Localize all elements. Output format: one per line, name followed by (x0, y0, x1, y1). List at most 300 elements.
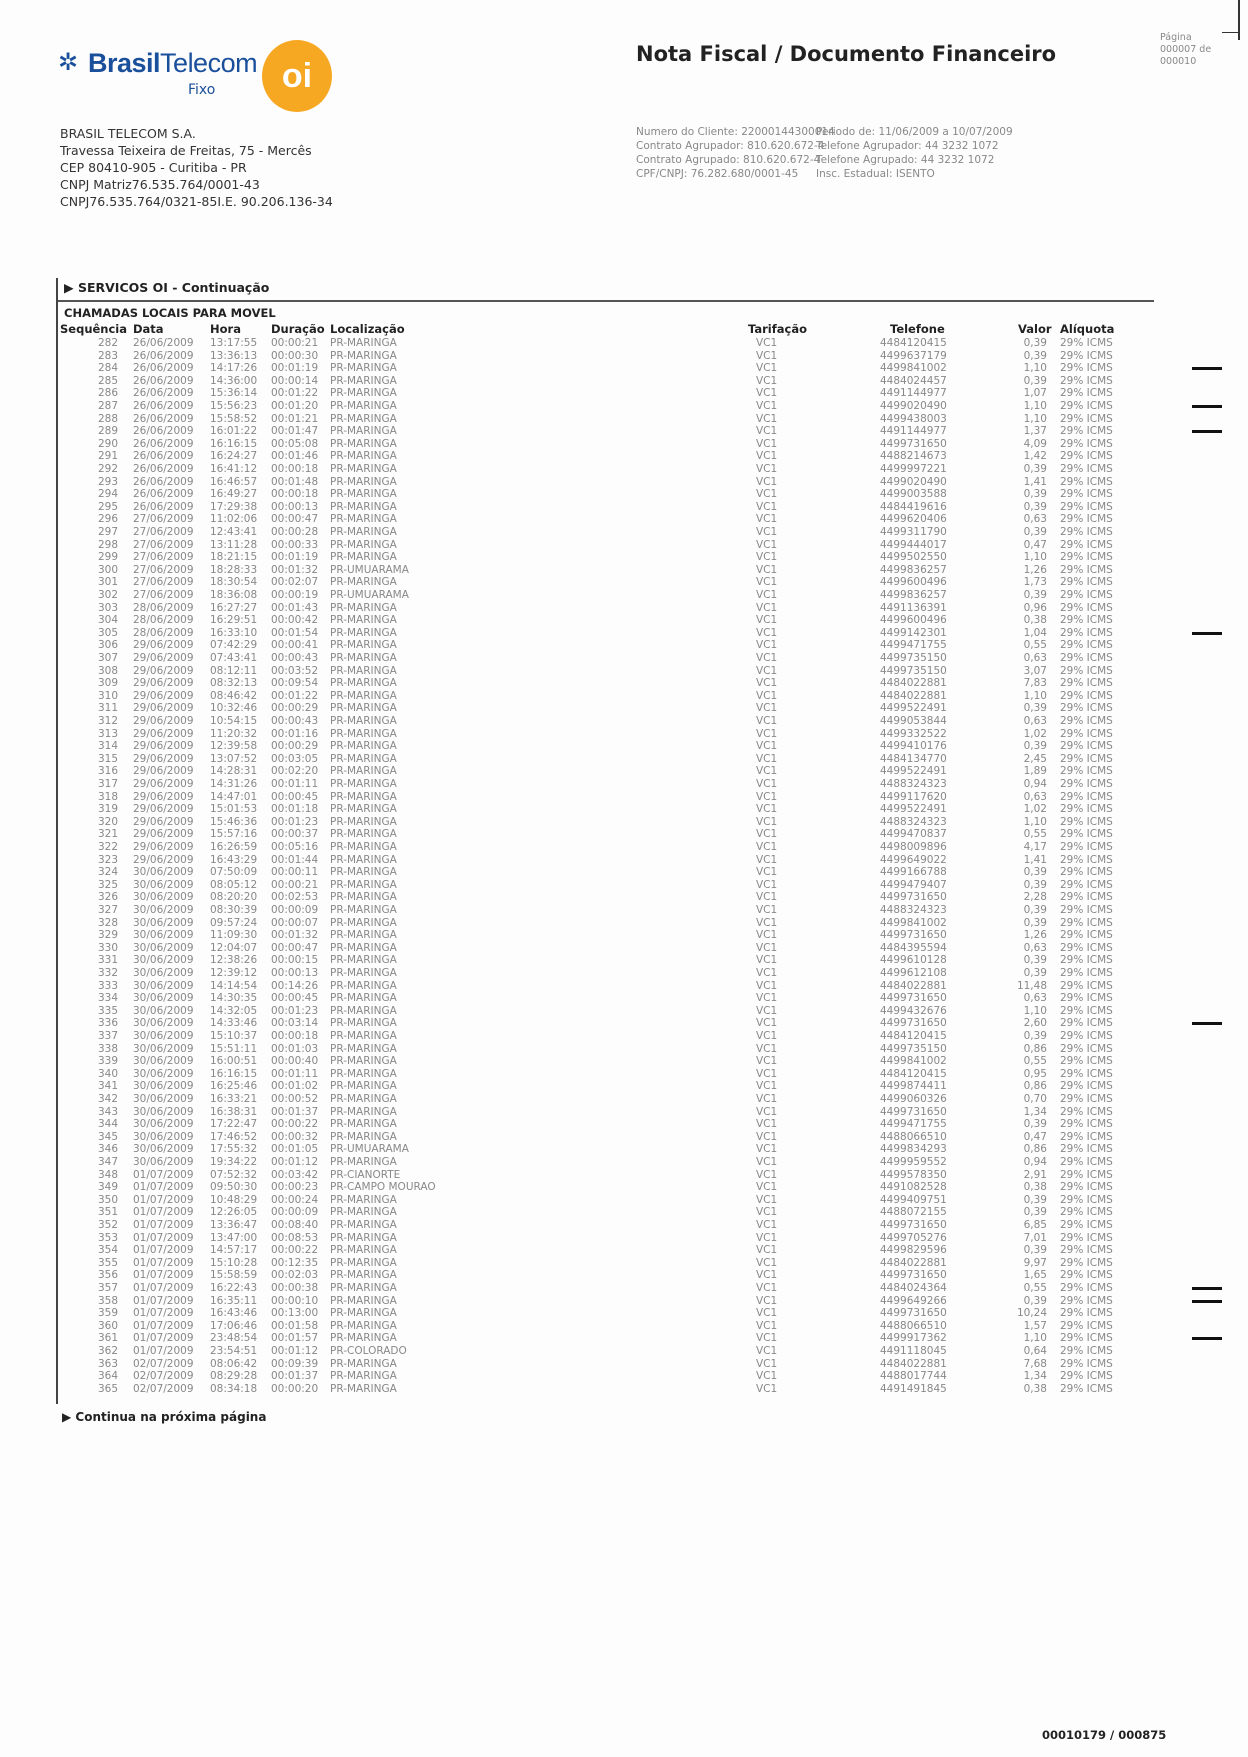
cell-date: 01/07/2009 (133, 1269, 194, 1282)
cell-tax-rate: 29% ICMS (1060, 614, 1113, 627)
cell-sequence: 326 (97, 891, 118, 904)
cell-time: 11:02:06 (210, 513, 258, 526)
cell-time: 13:47:00 (210, 1231, 258, 1244)
cell-duration: 00:00:47 (271, 513, 319, 526)
cell-location: PR-MARINGA (330, 740, 397, 753)
cell-value: 1,10 (1023, 412, 1047, 425)
table-row (0, 967, 1248, 980)
cell-value: 0,63 (1023, 652, 1047, 664)
cell-value: 0,39 (1023, 488, 1047, 501)
cell-tax-rate: 29% ICMS (1060, 1093, 1113, 1105)
cell-value: 0,70 (1023, 1093, 1047, 1105)
cell-sequence: 305 (97, 626, 118, 639)
cell-phone: 4491082528 (880, 1181, 947, 1194)
cell-date: 02/07/2009 (133, 1370, 194, 1383)
cell-location: PR-MARINGA (330, 437, 397, 450)
cell-tax-rate: 29% ICMS (1060, 538, 1113, 551)
cell-sequence: 360 (97, 1319, 118, 1332)
cell-value: 2,45 (1023, 752, 1047, 765)
cell-date: 27/06/2009 (133, 563, 194, 576)
continue-label: Continua na próxima página (75, 1410, 267, 1424)
cell-sequence: 304 (97, 614, 118, 627)
cell-value: 0,38 (1023, 1382, 1047, 1395)
cell-phone: 4499836257 (880, 563, 947, 576)
cell-location: PR-MARINGA (330, 1370, 397, 1383)
cell-duration: 00:01:21 (271, 412, 319, 425)
cell-date: 29/06/2009 (133, 677, 194, 690)
cell-tax-rate: 29% ICMS (1060, 1231, 1113, 1244)
table-row (0, 513, 1248, 526)
cell-date: 26/06/2009 (133, 425, 194, 438)
cell-value: 0,39 (1023, 954, 1047, 967)
cell-location: PR-MARINGA (330, 639, 397, 652)
cell-date: 27/06/2009 (133, 538, 194, 551)
cell-tariff: VC1 (756, 1382, 778, 1395)
cell-duration: 00:01:12 (271, 1156, 319, 1168)
cell-tariff: VC1 (756, 1093, 778, 1105)
cell-duration: 00:01:32 (271, 929, 319, 942)
cell-tariff: VC1 (756, 702, 778, 715)
cell-date: 29/06/2009 (133, 752, 194, 765)
cell-phone: 4499522491 (880, 702, 947, 715)
cell-duration: 00:01:22 (271, 387, 319, 400)
cell-tariff: VC1 (756, 740, 778, 753)
table-row (0, 526, 1248, 539)
cell-tax-rate: 29% ICMS (1060, 841, 1113, 853)
cell-date: 30/06/2009 (133, 916, 194, 929)
cell-location: PR-MARINGA (330, 904, 397, 916)
divider (58, 300, 1154, 302)
cell-sequence: 325 (97, 878, 118, 891)
cell-location: PR-MARINGA (330, 841, 397, 853)
cell-tax-rate: 29% ICMS (1060, 1156, 1113, 1168)
cell-location: PR-MARINGA (330, 1219, 397, 1231)
continue-note: ▶ Continua na próxima página (62, 1410, 267, 1424)
cell-duration: 00:00:24 (271, 1193, 319, 1206)
section-title: ▶ SERVICOS OI - Continuação (64, 280, 270, 295)
cell-tariff: VC1 (756, 715, 778, 727)
cell-time: 23:54:51 (210, 1345, 258, 1357)
cell-phone: 4499610128 (880, 954, 947, 967)
cell-value: 0,39 (1023, 702, 1047, 715)
cell-value: 0,39 (1023, 878, 1047, 891)
cell-date: 01/07/2009 (133, 1231, 194, 1244)
cell-time: 13:36:13 (210, 349, 258, 362)
cell-time: 08:20:20 (210, 891, 258, 904)
cell-time: 23:48:54 (210, 1332, 258, 1345)
cell-value: 1,26 (1023, 563, 1047, 576)
cell-location: PR-MARINGA (330, 1093, 397, 1105)
cell-location: PR-MARINGA (330, 1080, 397, 1093)
cell-time: 08:34:18 (210, 1382, 258, 1395)
cell-duration: 00:00:15 (271, 954, 319, 967)
table-row (0, 362, 1248, 375)
cell-location: PR-UMUARAMA (330, 1143, 409, 1156)
cell-value: 0,94 (1023, 778, 1047, 790)
table-row (0, 627, 1248, 640)
cell-duration: 00:01:47 (271, 425, 319, 438)
table-row (0, 463, 1248, 476)
cell-sequence: 286 (97, 387, 118, 400)
cell-duration: 00:00:30 (271, 349, 319, 362)
cell-date: 26/06/2009 (133, 437, 194, 450)
cell-location: PR-MARINGA (330, 374, 397, 387)
cell-tariff: VC1 (756, 450, 778, 463)
cell-sequence: 345 (97, 1130, 118, 1143)
cell-tax-rate: 29% ICMS (1060, 1004, 1113, 1017)
table-row (0, 375, 1248, 388)
table-row (0, 828, 1248, 841)
cell-duration: 00:01:11 (271, 778, 319, 790)
cell-value: 0,39 (1023, 967, 1047, 979)
cell-tax-rate: 29% ICMS (1060, 740, 1113, 753)
table-title: CHAMADAS LOCAIS PARA MOVEL (64, 306, 276, 320)
cell-time: 16:01:22 (210, 425, 258, 438)
table-row (0, 1332, 1248, 1345)
cell-duration: 00:00:52 (271, 1093, 319, 1105)
cell-duration: 00:00:47 (271, 941, 319, 954)
table-row (0, 1043, 1248, 1056)
cell-value: 1,10 (1023, 815, 1047, 828)
cell-phone: 4499444017 (880, 538, 947, 551)
cell-value: 0,86 (1023, 1042, 1047, 1055)
cell-sequence: 287 (97, 400, 118, 412)
cell-phone: 4488066510 (880, 1130, 947, 1143)
table-row (0, 1257, 1248, 1270)
cell-value: 1,41 (1023, 475, 1047, 488)
cell-phone: 4499060326 (880, 1093, 947, 1105)
cell-tax-rate: 29% ICMS (1060, 1042, 1113, 1055)
cell-date: 01/07/2009 (133, 1256, 194, 1269)
cell-time: 15:58:52 (210, 412, 258, 425)
cell-time: 16:27:27 (210, 601, 258, 614)
cell-tax-rate: 29% ICMS (1060, 1294, 1113, 1307)
cell-location: PR-MARINGA (330, 828, 397, 841)
cell-sequence: 301 (97, 576, 118, 589)
cell-value: 0,47 (1023, 538, 1047, 551)
cell-date: 30/06/2009 (133, 1004, 194, 1017)
cell-phone: 4484134770 (880, 752, 947, 765)
table-row (0, 980, 1248, 993)
cell-date: 28/06/2009 (133, 626, 194, 639)
cell-duration: 00:00:21 (271, 337, 319, 349)
cell-date: 29/06/2009 (133, 778, 194, 790)
table-row (0, 778, 1248, 791)
client-cnpj: CPF/CNPJ: 76.282.680/0001-45 (636, 168, 799, 180)
cell-duration: 00:00:29 (271, 740, 319, 753)
cell-tax-rate: 29% ICMS (1060, 601, 1113, 614)
cell-value: 3,07 (1023, 664, 1047, 677)
cell-location: PR-MARINGA (330, 702, 397, 715)
footer-code: 00010179 / 000875 (1042, 1728, 1167, 1742)
cell-time: 14:33:46 (210, 1017, 258, 1030)
cell-value: 1,34 (1023, 1370, 1047, 1383)
cell-location: PR-MARINGA (330, 1130, 397, 1143)
cell-phone: 4499731650 (880, 891, 947, 904)
cell-tariff: VC1 (756, 1017, 778, 1030)
cell-sequence: 297 (97, 526, 118, 538)
cell-location: PR-MARINGA (330, 1332, 397, 1345)
cell-time: 13:17:55 (210, 337, 258, 349)
cell-tax-rate: 29% ICMS (1060, 563, 1113, 576)
cell-tax-rate: 29% ICMS (1060, 425, 1113, 438)
cell-sequence: 351 (97, 1206, 118, 1219)
cell-phone: 4499142301 (880, 626, 947, 639)
cell-tax-rate: 29% ICMS (1060, 589, 1113, 601)
cell-tax-rate: 29% ICMS (1060, 677, 1113, 690)
cell-duration: 00:00:41 (271, 639, 319, 652)
cell-time: 09:57:24 (210, 916, 258, 929)
cell-value: 0,39 (1023, 589, 1047, 601)
cell-phone: 4499735150 (880, 664, 947, 677)
cell-date: 29/06/2009 (133, 740, 194, 753)
cell-tax-rate: 29% ICMS (1060, 1370, 1113, 1383)
cnpj-label: CNPJ (60, 194, 90, 209)
table-row (0, 1219, 1248, 1232)
cell-date: 26/06/2009 (133, 362, 194, 375)
cell-location: PR-CAMPO MOURAO (330, 1181, 436, 1194)
cell-sequence: 353 (97, 1231, 118, 1244)
cell-value: 0,39 (1023, 500, 1047, 513)
cell-tax-rate: 29% ICMS (1060, 475, 1113, 488)
cell-value: 0,39 (1023, 904, 1047, 916)
cell-tariff: VC1 (756, 979, 778, 992)
cell-time: 16:16:15 (210, 1067, 258, 1080)
cell-location: PR-MARINGA (330, 1382, 397, 1395)
cell-duration: 00:00:20 (271, 1382, 319, 1395)
table-row (0, 1358, 1248, 1371)
cell-tariff: VC1 (756, 1193, 778, 1206)
cell-duration: 00:01:11 (271, 1067, 319, 1080)
cell-location: PR-MARINGA (330, 1307, 397, 1320)
table-row (0, 476, 1248, 489)
cell-tax-rate: 29% ICMS (1060, 929, 1113, 942)
cell-location: PR-MARINGA (330, 1042, 397, 1055)
cell-time: 16:43:46 (210, 1307, 258, 1320)
cell-tax-rate: 29% ICMS (1060, 1030, 1113, 1042)
cell-tax-rate: 29% ICMS (1060, 1319, 1113, 1332)
cell-date: 01/07/2009 (133, 1345, 194, 1357)
cell-tax-rate: 29% ICMS (1060, 1332, 1113, 1345)
cell-tax-rate: 29% ICMS (1060, 803, 1113, 816)
table-row (0, 425, 1248, 438)
table-row (0, 1017, 1248, 1030)
cell-time: 17:29:38 (210, 500, 258, 513)
cell-location: PR-MARINGA (330, 891, 397, 904)
cell-sequence: 357 (97, 1282, 118, 1294)
cell-location: PR-UMUARAMA (330, 563, 409, 576)
cell-tariff: VC1 (756, 828, 778, 841)
cell-tariff: VC1 (756, 400, 778, 412)
cell-sequence: 306 (97, 639, 118, 652)
cell-phone: 4491144977 (880, 387, 947, 400)
cell-location: PR-MARINGA (330, 689, 397, 702)
cell-tax-rate: 29% ICMS (1060, 1256, 1113, 1269)
cell-duration: 00:01:44 (271, 853, 319, 866)
cell-location: PR-MARINGA (330, 513, 397, 526)
cell-duration: 00:03:52 (271, 664, 319, 677)
cell-date: 30/06/2009 (133, 967, 194, 979)
cell-tax-rate: 29% ICMS (1060, 1269, 1113, 1282)
table-row (0, 539, 1248, 552)
cell-location: PR-MARINGA (330, 626, 397, 639)
table-row (0, 690, 1248, 703)
cell-value: 0,63 (1023, 715, 1047, 727)
table-row (0, 652, 1248, 665)
cell-location: PR-MARINGA (330, 815, 397, 828)
column-header-location: Localização (330, 322, 405, 336)
cell-time: 15:01:53 (210, 803, 258, 816)
cell-tax-rate: 29% ICMS (1060, 941, 1113, 954)
cell-date: 30/06/2009 (133, 866, 194, 879)
cell-tariff: VC1 (756, 765, 778, 778)
cell-value: 0,64 (1023, 1345, 1047, 1357)
cell-tax-rate: 29% ICMS (1060, 1055, 1113, 1068)
cell-sequence: 296 (97, 513, 118, 526)
cell-tariff: VC1 (756, 526, 778, 538)
cell-duration: 00:00:14 (271, 374, 319, 387)
cell-sequence: 328 (97, 916, 118, 929)
cell-date: 29/06/2009 (133, 639, 194, 652)
cell-tariff: VC1 (756, 1130, 778, 1143)
cell-date: 29/06/2009 (133, 790, 194, 803)
cell-value: 1,10 (1023, 400, 1047, 412)
cell-tax-rate: 29% ICMS (1060, 1118, 1113, 1131)
cell-date: 29/06/2009 (133, 715, 194, 727)
cell-date: 26/06/2009 (133, 488, 194, 501)
cell-tariff: VC1 (756, 727, 778, 740)
cell-date: 29/06/2009 (133, 727, 194, 740)
cell-duration: 00:01:16 (271, 727, 319, 740)
column-header-date: Data (133, 322, 164, 336)
cell-phone: 4499735150 (880, 1042, 947, 1055)
table-row (0, 816, 1248, 829)
cell-tax-rate: 29% ICMS (1060, 1168, 1113, 1181)
table-row (0, 1269, 1248, 1282)
column-header-phone: Telefone (890, 322, 945, 336)
cell-phone: 4488017744 (880, 1370, 947, 1383)
cell-duration: 00:00:10 (271, 1294, 319, 1307)
cell-phone: 4484024364 (880, 1282, 947, 1294)
cell-location: PR-MARINGA (330, 601, 397, 614)
cell-tariff: VC1 (756, 891, 778, 904)
cell-duration: 00:01:19 (271, 362, 319, 375)
cell-date: 29/06/2009 (133, 765, 194, 778)
table-row (0, 1383, 1248, 1396)
cell-tariff: VC1 (756, 853, 778, 866)
table-row (0, 1068, 1248, 1081)
table-row (0, 665, 1248, 678)
cell-tariff: VC1 (756, 576, 778, 589)
cell-tax-rate: 29% ICMS (1060, 1143, 1113, 1156)
table-row (0, 1282, 1248, 1295)
company-name: BRASIL TELECOM S.A. (60, 126, 196, 141)
cell-date: 01/07/2009 (133, 1244, 194, 1257)
cell-date: 27/06/2009 (133, 589, 194, 601)
cell-duration: 00:00:18 (271, 1030, 319, 1042)
cell-sequence: 342 (97, 1093, 118, 1105)
cell-location: PR-MARINGA (330, 853, 397, 866)
cell-value: 0,38 (1023, 1181, 1047, 1194)
cell-sequence: 334 (97, 992, 118, 1005)
cell-date: 30/06/2009 (133, 929, 194, 942)
cell-time: 16:29:51 (210, 614, 258, 627)
cell-duration: 00:00:18 (271, 463, 319, 475)
cell-time: 12:38:26 (210, 954, 258, 967)
cell-time: 08:05:12 (210, 878, 258, 891)
cell-tax-rate: 29% ICMS (1060, 551, 1113, 564)
cell-duration: 00:00:45 (271, 992, 319, 1005)
cell-date: 26/06/2009 (133, 374, 194, 387)
cell-time: 08:46:42 (210, 689, 258, 702)
cell-location: PR-MARINGA (330, 1017, 397, 1030)
column-header-duration: Duração (271, 322, 325, 336)
cell-tariff: VC1 (756, 1042, 778, 1055)
cell-location: PR-MARINGA (330, 400, 397, 412)
cell-tariff: VC1 (756, 1156, 778, 1168)
cell-phone: 4488066510 (880, 1319, 947, 1332)
cell-duration: 00:02:07 (271, 576, 319, 589)
cell-time: 15:57:16 (210, 828, 258, 841)
cell-sequence: 333 (97, 979, 118, 992)
cell-sequence: 359 (97, 1307, 118, 1320)
cell-date: 26/06/2009 (133, 500, 194, 513)
table-row (0, 1131, 1248, 1144)
cnpj-matriz: 76.535.764/0001-43 (131, 177, 260, 192)
cell-value: 0,94 (1023, 1156, 1047, 1168)
cell-value: 0,39 (1023, 374, 1047, 387)
cell-tariff: VC1 (756, 475, 778, 488)
cell-sequence: 319 (97, 803, 118, 816)
cell-date: 30/06/2009 (133, 941, 194, 954)
cell-tax-rate: 29% ICMS (1060, 715, 1113, 727)
column-header-value: Valor (1018, 322, 1052, 336)
table-row (0, 1370, 1248, 1383)
cell-duration: 00:01:20 (271, 400, 319, 412)
cell-value: 1,89 (1023, 765, 1047, 778)
cell-duration: 00:00:23 (271, 1181, 319, 1194)
cell-phone: 4499735150 (880, 652, 947, 664)
cell-date: 30/06/2009 (133, 1017, 194, 1030)
cell-location: PR-MARINGA (330, 1282, 397, 1294)
cell-phone: 4499020490 (880, 475, 947, 488)
cell-phone: 4484120415 (880, 1067, 947, 1080)
cell-tariff: VC1 (756, 992, 778, 1005)
table-row (0, 728, 1248, 741)
cell-sequence: 321 (97, 828, 118, 841)
cell-sequence: 347 (97, 1156, 118, 1168)
company-cep: CEP 80410-905 - Curitiba - PR (60, 160, 247, 175)
billing-period: Periodo de: 11/06/2009 a 10/07/2009 (816, 126, 1013, 138)
cell-sequence: 350 (97, 1193, 118, 1206)
cell-date: 29/06/2009 (133, 702, 194, 715)
cell-duration: 00:01:48 (271, 475, 319, 488)
cell-location: PR-MARINGA (330, 475, 397, 488)
cell-time: 10:32:46 (210, 702, 258, 715)
cell-tariff: VC1 (756, 803, 778, 816)
cell-tariff: VC1 (756, 1345, 778, 1357)
cell-value: 1,42 (1023, 450, 1047, 463)
cell-location: PR-MARINGA (330, 412, 397, 425)
cell-sequence: 329 (97, 929, 118, 942)
cell-phone: 4499841002 (880, 916, 947, 929)
cell-sequence: 341 (97, 1080, 118, 1093)
cell-value: 0,39 (1023, 1193, 1047, 1206)
cell-phone: 4498009896 (880, 841, 947, 853)
cell-phone: 4499470837 (880, 828, 947, 841)
cell-duration: 00:09:39 (271, 1357, 319, 1370)
cell-duration: 00:01:32 (271, 563, 319, 576)
